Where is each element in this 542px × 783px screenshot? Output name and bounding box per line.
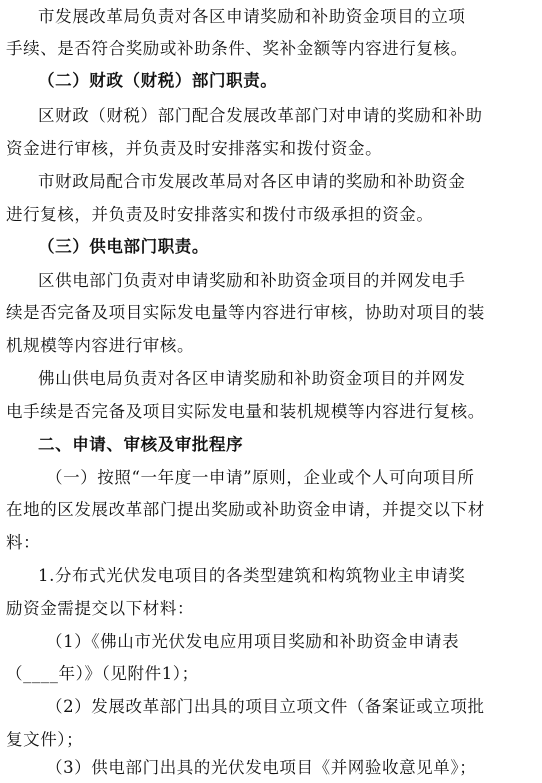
paragraph-line: （3）供电部门出具的光伏发电项目《并网验收意见单》； <box>46 758 477 777</box>
paragraph-line: 1.分布式光伏发电项目的各类型建筑和构筑物业主申请奖 <box>38 566 466 585</box>
paragraph-line: 资金进行审核，并负责及时安排落实和拨付资金。 <box>6 139 383 158</box>
paragraph-line: 区财政（财税）部门配合发展改革部门对申请的奖励和补助 <box>38 106 483 125</box>
section-heading: （三）供电部门职责。 <box>38 237 209 256</box>
paragraph-line: 在地的区发展改革部门提出奖励或补助资金申请，并提交以下材 <box>6 500 485 519</box>
paragraph-line: （2）发展改革部门出具的项目立项文件（备案证或立项批 <box>46 697 485 716</box>
paragraph-line: （____年）》（见附件1）； <box>6 664 199 683</box>
paragraph-line: 手续、是否符合奖励或补助条件、奖补金额等内容进行复核。 <box>6 39 468 58</box>
section-heading: （二）财政（财税）部门职责。 <box>38 71 278 90</box>
paragraph-line: 进行复核，并负责及时安排落实和拨付市级承担的资金。 <box>6 205 434 224</box>
paragraph-line: 励资金需提交以下材料： <box>6 599 195 618</box>
paragraph-line: 复文件）； <box>6 730 84 749</box>
paragraph-line: 续是否完备及项目实际发电量等内容进行审核，协助对项目的装 <box>6 303 485 322</box>
paragraph-line: 机规模等内容进行审核。 <box>6 336 195 355</box>
paragraph-line: 区供电部门负责对申请奖励和补助资金项目的并网发电手 <box>38 271 466 290</box>
chapter-heading: 二、申请、审核及审批程序 <box>38 435 244 454</box>
paragraph-line: 佛山供电局负责对各区申请奖励和补助资金项目的并网发 <box>38 369 466 388</box>
paragraph-line: （1）《佛山市光伏发电应用项目奖励和补助资金申请表 <box>46 632 460 651</box>
paragraph-line: 料： <box>6 533 41 552</box>
paragraph-line: （一）按照“一年度一申请”原则，企业或个人可向项目所 <box>46 468 475 487</box>
paragraph-line: 市财政局配合市发展改革局对各区申请的奖励和补助资金 <box>38 172 466 191</box>
paragraph-line: 市发展改革局负责对各区申请奖励和补助资金项目的立项 <box>38 7 466 26</box>
paragraph-line: 电手续是否完备及项目实际发电量和装机规模等内容进行复核。 <box>6 402 485 421</box>
